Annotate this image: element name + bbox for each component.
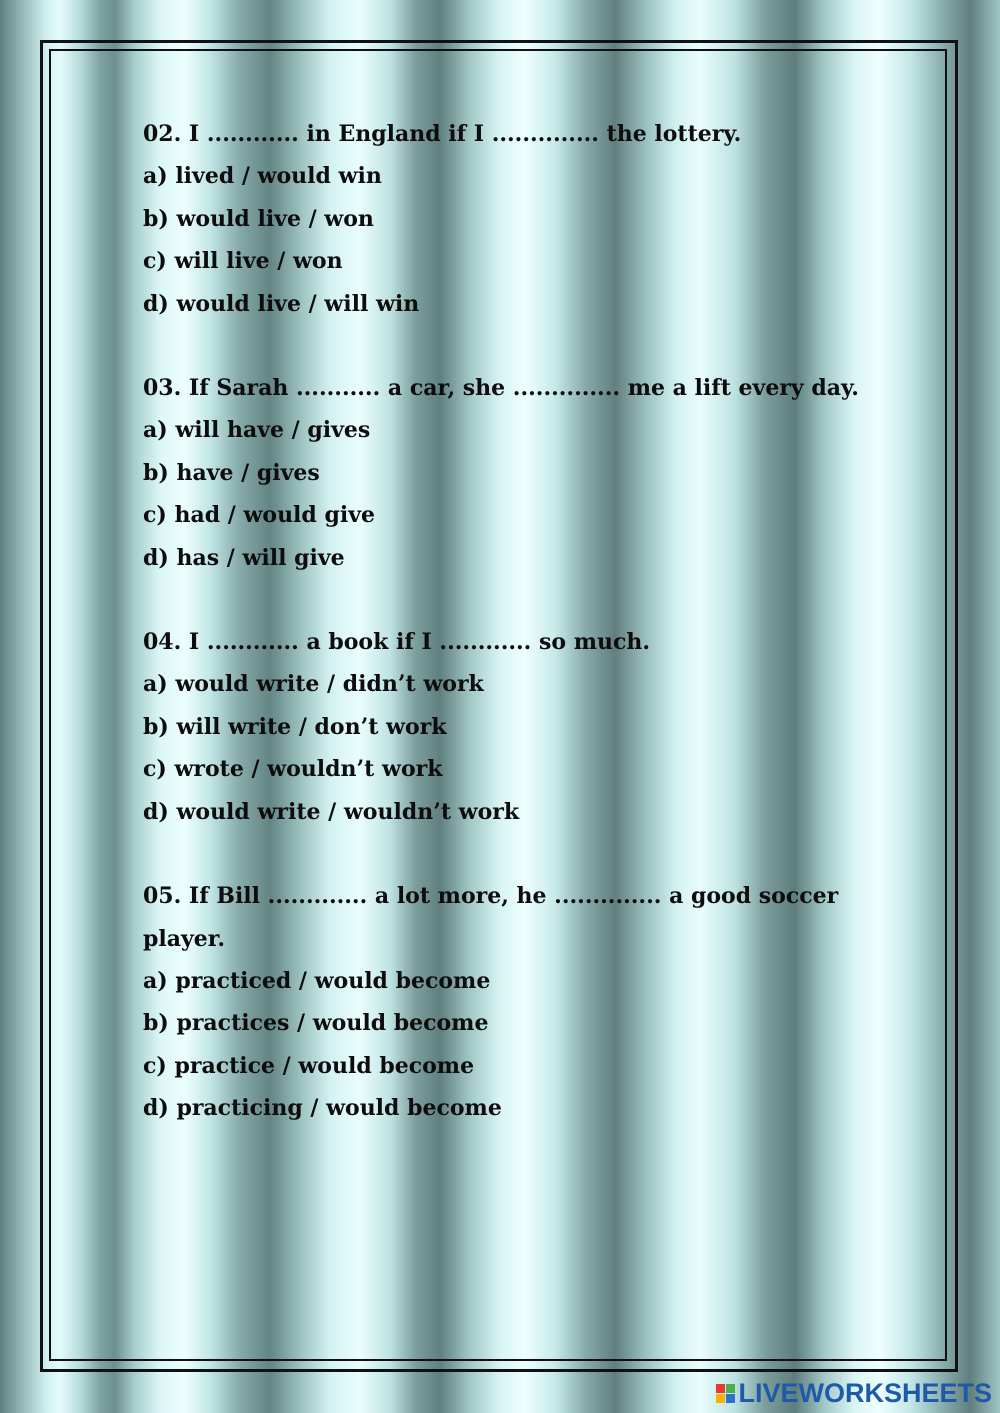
option-a[interactable]: a) will have / gives — [143, 417, 371, 444]
liveworksheets-logo — [716, 1378, 992, 1409]
logo-square-yellow — [716, 1394, 725, 1403]
logo-square-green — [726, 1384, 735, 1393]
option-b[interactable]: b) would live / won — [143, 205, 374, 232]
question-text: 05. If Bill ............. a lot more, he .............. a good soccer — [143, 883, 839, 910]
option-c[interactable]: c) practice / would become — [143, 1052, 475, 1079]
option-b[interactable]: b) will write / don’t work — [143, 713, 447, 740]
option-b[interactable]: b) practices / would become — [143, 1010, 489, 1037]
question-text-continued: player. — [143, 925, 226, 952]
option-c[interactable]: c) will live / won — [143, 248, 343, 275]
option-c[interactable]: c) had / would give — [143, 502, 375, 529]
option-c[interactable]: c) wrote / wouldn’t work — [143, 756, 443, 783]
option-a[interactable]: a) would write / didn’t work — [143, 671, 484, 698]
logo-square-blue — [726, 1394, 735, 1403]
question-text: 03. If Sarah ........... a car, she .............. me a lift every day. — [143, 375, 859, 402]
question-04 — [143, 621, 863, 833]
logo-square-red — [716, 1384, 725, 1393]
option-d[interactable]: d) has / will give — [143, 544, 345, 571]
question-05 — [143, 875, 863, 1129]
option-d[interactable]: d) would write / wouldn’t work — [143, 798, 520, 825]
option-d[interactable]: d) practicing / would become — [143, 1095, 502, 1122]
question-03 — [143, 367, 863, 579]
option-b[interactable]: b) have / gives — [143, 459, 320, 486]
option-d[interactable]: d) would live / will win — [143, 290, 420, 317]
question-02 — [143, 113, 863, 325]
worksheet-content — [143, 113, 863, 1172]
question-text: 02. I ............ in England if I .............. the lottery. — [143, 121, 742, 147]
logo-icon — [716, 1384, 735, 1403]
logo-text: LIVEWORKSHEETS — [738, 1378, 992, 1408]
question-text: 04. I ............ a book if I ............ so much. — [143, 629, 651, 656]
option-a[interactable]: a) practiced / would become — [143, 967, 491, 994]
option-a[interactable]: a) lived / would win — [143, 163, 382, 190]
